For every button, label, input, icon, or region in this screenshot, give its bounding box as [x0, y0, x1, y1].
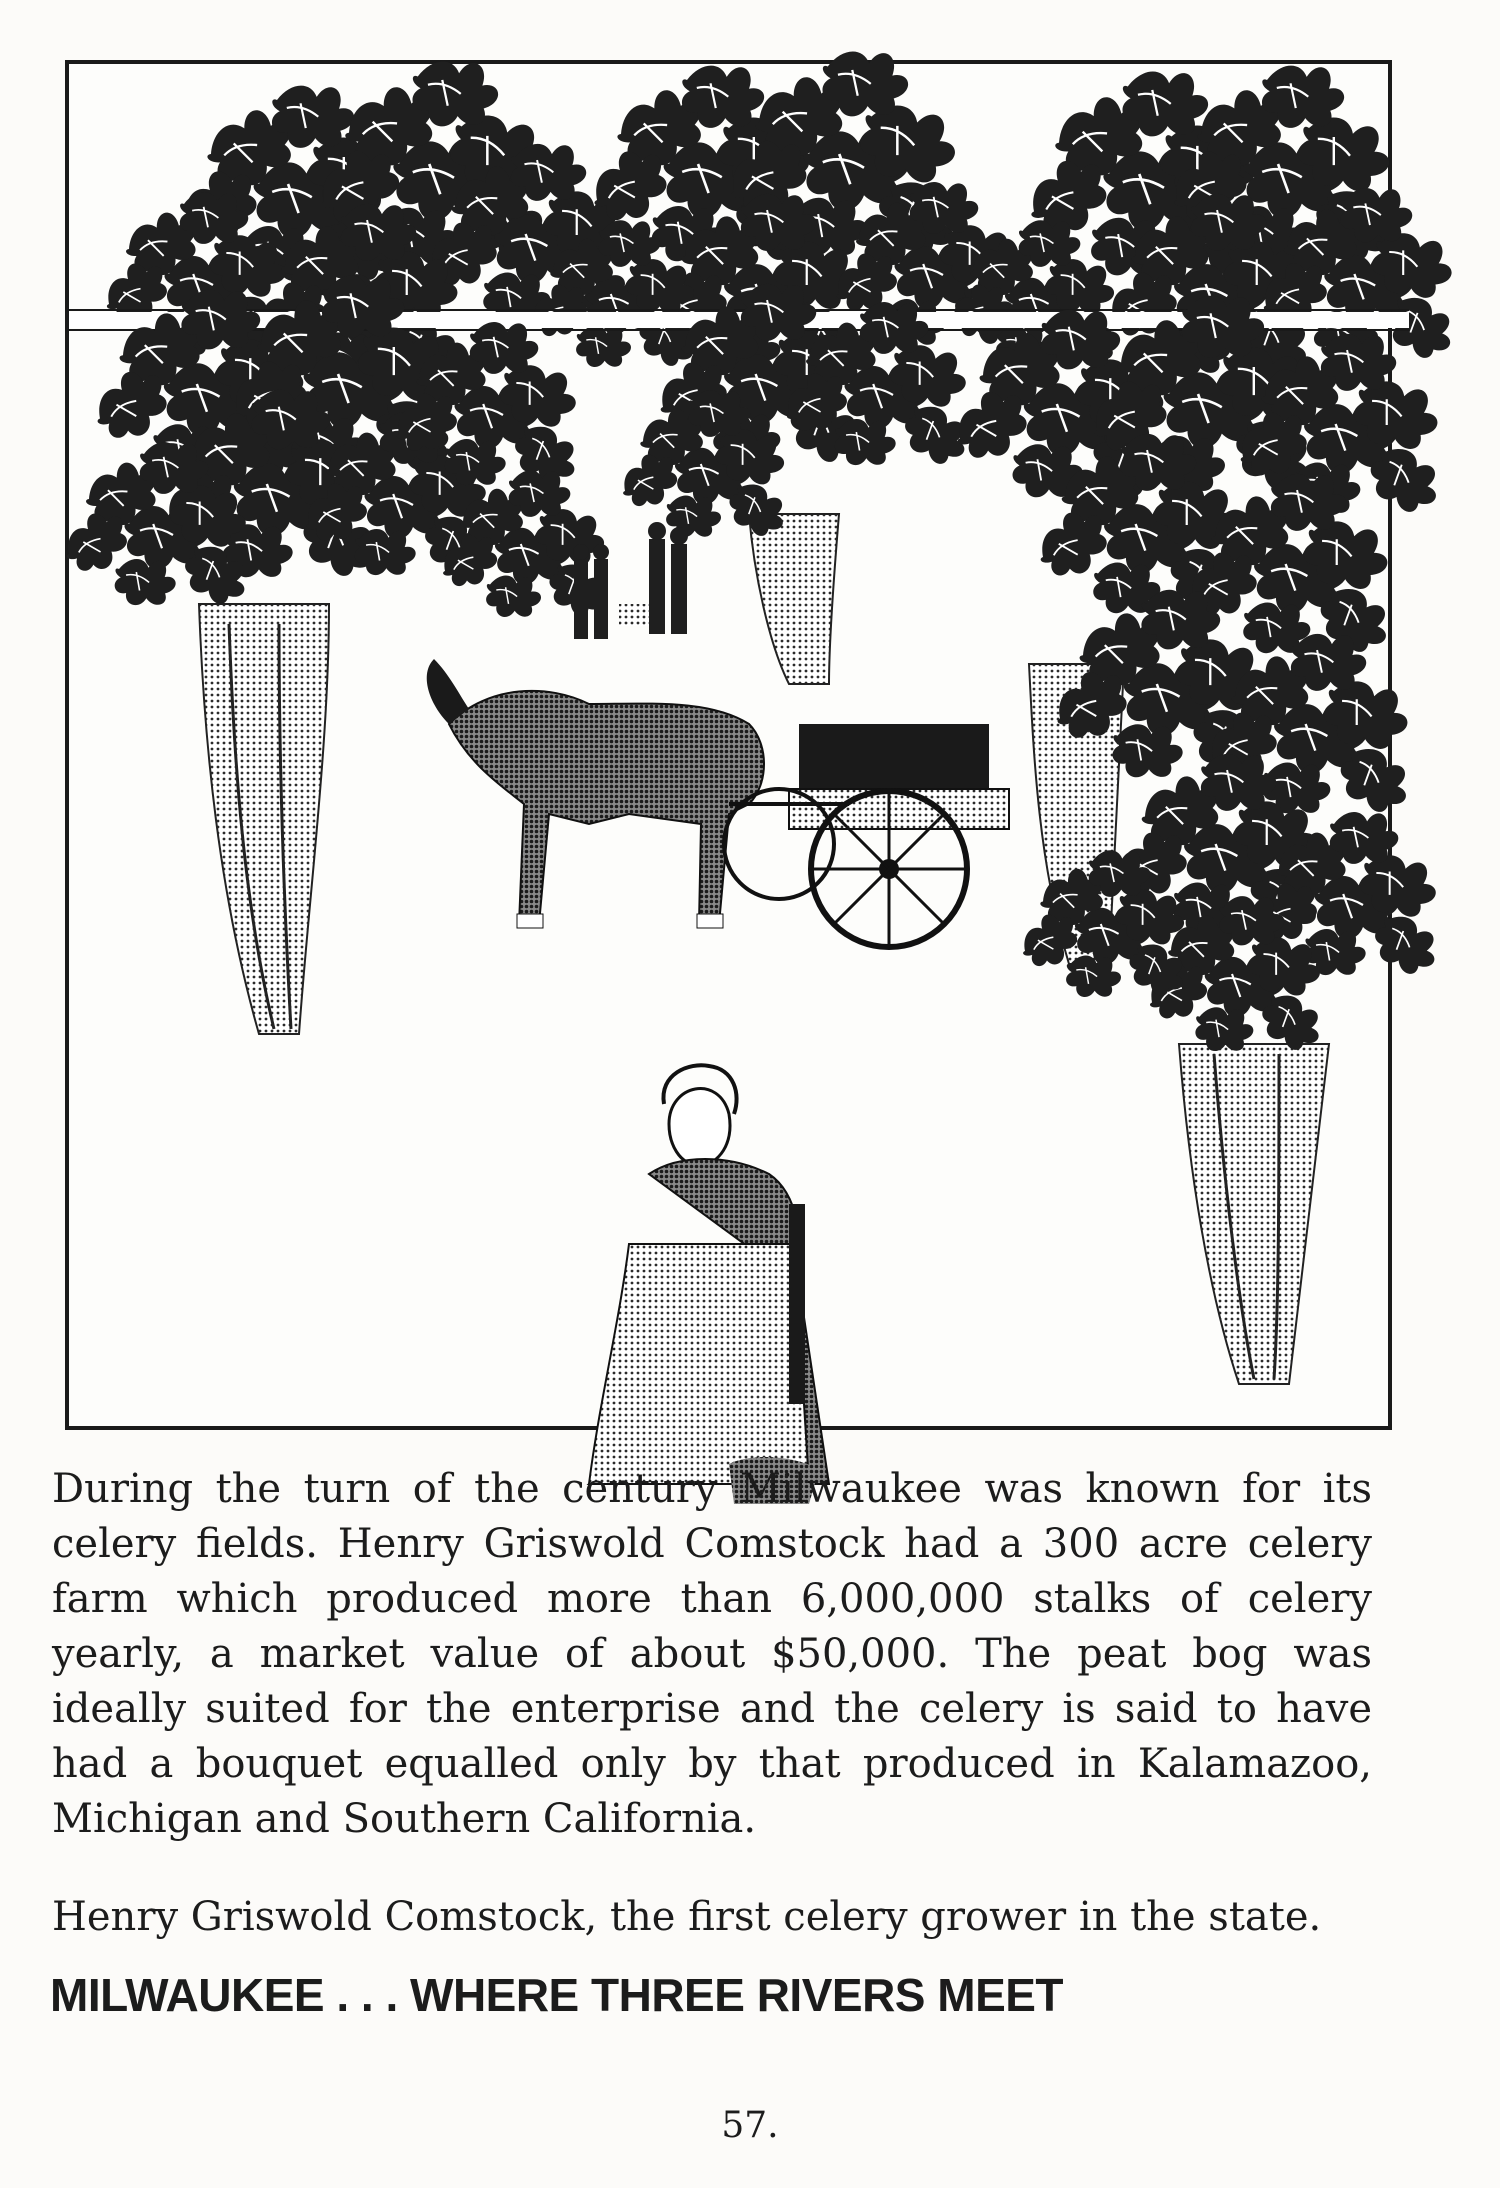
page-number: 57. [721, 2105, 779, 2146]
seated-portrait [589, 1065, 829, 1504]
cart-wheel [811, 791, 967, 947]
caption-paragraph: During the turn of the century Milwaukee was known for its celery fields. Henry Griswold Comstock had a 300 acre celery farm which produced more than 6,000,000 stalks of celery yearly, a market value of about $50,000. The peat bog was ideally suited for the enterprise and the celery is said to have had a bouquet equalled only by that produced in Kalamazoo, Michigan and Southern California. [52, 1466, 1372, 1842]
horse [427, 659, 764, 928]
celery-illustration-art [29, 44, 1436, 1504]
celery-field-illustration [65, 60, 1392, 1430]
book-title-headline: MILWAUKEE . . . WHERE THREE RIVERS MEET [50, 1969, 1064, 2021]
right-celery-plant [945, 289, 1449, 1384]
portrait-caption: Henry Griswold Comstock, the first celery grower in the state. [52, 1894, 1322, 1940]
cart [724, 724, 1009, 947]
